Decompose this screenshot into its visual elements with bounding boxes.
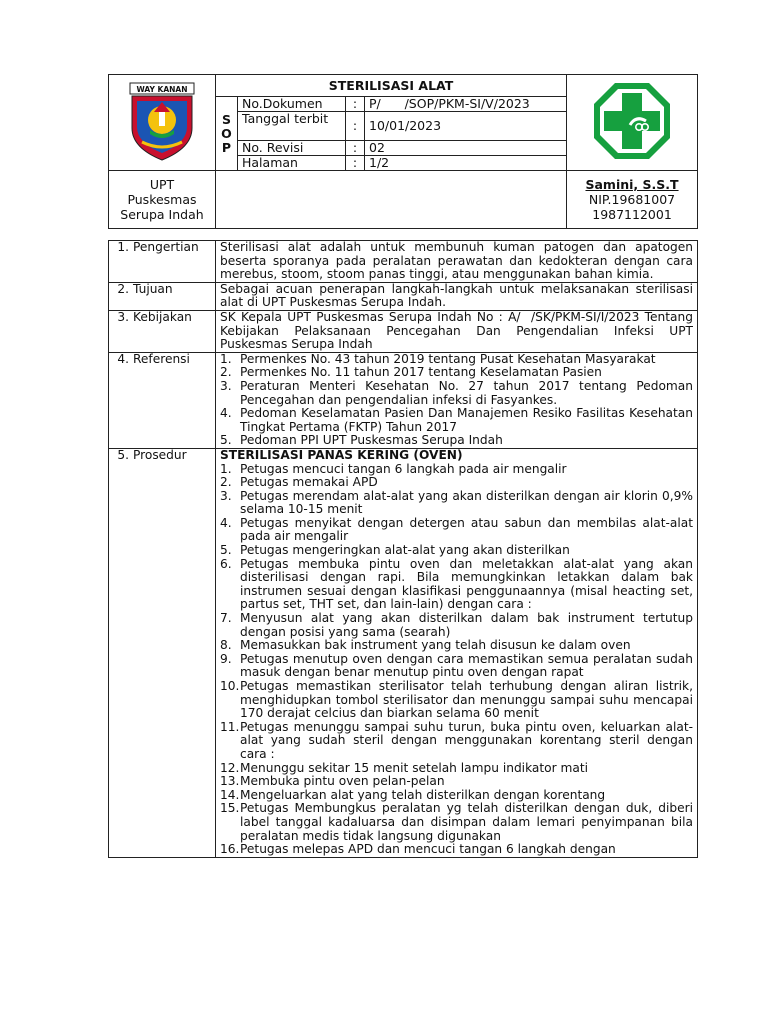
meta-label-revision: No. Revisi: [238, 141, 346, 156]
list-item-number: 2.: [220, 475, 232, 490]
org-line: Puskesmas: [127, 192, 197, 207]
list-item-number: 11.: [220, 719, 240, 734]
list-item-text: Petugas memastikan sterilisator telah terhubung dengan aliran listrik, menghidupkan tombol sterilisator dan menunggu sampai suhu mencapai 170 derajat celcius dan biarkan selama 60 menit: [240, 679, 693, 721]
list-item-number: 16.: [220, 842, 240, 857]
signer-cell: [567, 171, 698, 229]
meta-value-revision: 02: [365, 141, 567, 156]
section-definition: [109, 241, 698, 283]
sop-letter-p: P: [221, 139, 232, 155]
sop-content-table: [108, 240, 698, 858]
list-item-text: Menyusun alat yang akan disterilkan dalam bak instrument tertutup dengan posisi yang sama (searah): [240, 611, 693, 639]
list-item: [220, 434, 693, 448]
list-item-number: 6.: [220, 556, 232, 571]
list-item-number: 8.: [220, 638, 232, 653]
list-item: [220, 558, 693, 612]
list-item: [220, 843, 693, 857]
org-line: UPT: [149, 177, 175, 192]
list-item-number: 15.: [220, 801, 240, 816]
list-item-text: Pedoman Keselamatan Pasien Dan Manajemen Resiko Fasilitas Kesehatan Tingkat Pertama (FKTP) Tahun 2017: [240, 406, 693, 434]
meta-label-issue-date: Tanggal terbit: [238, 112, 346, 141]
meta-value-page: 1/2: [365, 156, 567, 171]
organization-cell: [109, 171, 216, 229]
list-item-number: 13.: [220, 774, 240, 789]
section-label: [109, 448, 216, 857]
meta-label-document-number: No.Dokumen: [238, 97, 346, 112]
logo-text: WAY KANAN: [136, 85, 188, 94]
list-item-text: Membuka pintu oven pelan-pelan: [240, 774, 445, 789]
list-item-number: 14.: [220, 787, 240, 802]
list-item-text: Memasukkan bak instrument yang telah disusun ke dalam oven: [240, 638, 631, 653]
regency-logo-cell: [109, 75, 216, 171]
meta-value-issue-date: 10/01/2023: [365, 112, 567, 141]
section-list-cell: [216, 352, 698, 448]
section-label-text: Pengertian: [133, 240, 199, 254]
meta-colon: :: [346, 97, 365, 112]
section-procedure: [109, 448, 698, 857]
signature-space: [216, 171, 567, 229]
meta-colon: :: [346, 112, 365, 141]
list-item: [220, 476, 693, 490]
list-item-text: Petugas menutup oven dengan cara memastikan semua peralatan sudah masuk dengan benar menutup pintu oven dengan rapat: [240, 651, 693, 680]
section-label-text: Tujuan: [133, 281, 173, 296]
list-item: [220, 721, 693, 762]
list-item-text: Petugas merendam alat-alat yang akan disterilkan dengan air klorin 0,9% selama 10-15 menit: [240, 488, 693, 517]
meta-value-document-number: P/ /SOP/PKM-SI/V/2023: [365, 97, 567, 112]
list-item-number: 2.: [220, 365, 232, 380]
list-item-text: Petugas melepas APD dan mencuci tangan 6 langkah dengan: [240, 842, 616, 857]
list-item-text: Menunggu sekitar 15 menit setelah lampu indikator mati: [240, 760, 589, 775]
list-item-text: Permenkes No. 11 tahun 2017 tentang Keselamatan Pasien: [240, 365, 602, 380]
list-item: [220, 490, 693, 517]
meta-colon: :: [346, 156, 365, 171]
section-number: 3.: [117, 309, 129, 324]
section-label: [109, 310, 216, 352]
list-item-number: 10.: [220, 679, 240, 693]
list-item-number: 5.: [220, 543, 232, 558]
list-item-text: Mengeluarkan alat yang telah disterilkan dengan korentang: [240, 787, 606, 802]
list-item-number: 4.: [220, 515, 232, 530]
org-line: Serupa Indah: [120, 207, 204, 222]
list-item: [220, 544, 693, 558]
list-item: [220, 612, 693, 639]
section-label-text: Referensi: [133, 351, 190, 366]
section-policy: [109, 310, 698, 352]
section-text: Sebagai acuan penerapan langkah-langkah untuk melaksanakan sterilisasi alat di UPT Puskesmas Serupa Indah.: [216, 282, 698, 310]
section-number: 1.: [117, 240, 129, 254]
list-item-number: 5.: [220, 433, 232, 448]
section-list-cell: [216, 448, 698, 857]
sop-letter-o: O: [221, 125, 232, 141]
list-item-text: Permenkes No. 43 tahun 2019 tentang Pusat Kesehatan Masyarakat: [240, 351, 656, 366]
list-item: [220, 775, 693, 789]
list-item-number: 7.: [220, 611, 232, 626]
section-references: [109, 352, 698, 448]
puskesmas-cross-icon: [592, 81, 672, 161]
reference-list: [220, 353, 693, 448]
way-kanan-shield-icon: [124, 80, 200, 162]
meta-colon: :: [346, 141, 365, 156]
list-item-text: Petugas mengeringkan alat-alat yang akan disterilkan: [240, 543, 570, 558]
section-label: [109, 241, 216, 283]
section-label: [109, 352, 216, 448]
list-item: [220, 762, 693, 776]
section-purpose: [109, 282, 698, 310]
list-item: [220, 802, 693, 843]
list-item-number: 9.: [220, 651, 232, 666]
list-item-text: Petugas menunggu sampai suhu turun, buka pintu oven, keluarkan alat-alat yang sudah steril dengan menggunakan korentang steril dengan cara :: [240, 719, 693, 761]
list-item-text: Peraturan Menteri Kesehatan No. 27 tahun 2017 tentang Pedoman Pencegahan dan pengendalian infeksi di Fasyankes.: [240, 378, 693, 407]
signer-nip: NIP.19681007 1987112001: [588, 192, 676, 222]
list-item-text: Petugas menyikat dengan detergen atau sabun dan membilas alat-alat pada air mengalir: [240, 515, 693, 544]
section-text: SK Kepala UPT Puskesmas Serupa Indah No : A/ /SK/PKM-SI/I/2023 Tentang Kebijakan Pelaksanaan Pencegahan Dan Pengendalian Infeksi UPT Puskesmas Serupa Indah: [216, 310, 698, 352]
list-item-number: 3.: [220, 488, 232, 503]
list-item: [220, 639, 693, 653]
list-item-text: Petugas mencuci tangan 6 langkah pada air mengalir: [240, 461, 567, 476]
section-text: Sterilisasi alat adalah untuk membunuh kuman patogen dan apatogen beserta sporanya pada peralatan perawatan dan kedokteran dengan cara merebus, stoom, stoom panas tinggi, atau menggunakan bahan kimia.: [216, 241, 698, 283]
section-number: 2.: [117, 281, 129, 296]
procedure-list: [220, 463, 693, 857]
meta-label-page: Halaman: [238, 156, 346, 171]
list-item-number: 12.: [220, 760, 240, 775]
list-item: [220, 463, 693, 477]
procedure-subtitle: STERILISASI PANAS KERING (OVEN): [220, 447, 463, 462]
list-item-number: 1.: [220, 351, 232, 366]
sop-letters: [216, 97, 238, 171]
list-item: [220, 680, 693, 721]
document-title: STERILISASI ALAT: [216, 75, 567, 97]
list-item-number: 4.: [220, 406, 232, 421]
puskesmas-logo-cell: [567, 75, 698, 171]
list-item: [220, 517, 693, 544]
list-item: [220, 789, 693, 803]
section-number: 4.: [117, 351, 129, 366]
list-item-number: 1.: [220, 461, 232, 476]
list-item-text: Pedoman PPI UPT Puskesmas Serupa Indah: [240, 433, 503, 448]
list-item-text: Petugas membuka pintu oven dan meletakkan alat-alat yang akan disterilisasi dengan rapi. Bila memungkinkan letakkan dalam bak instrumen sesuai dengan klasifikasi penggunaannya (misal heacting set, partus set, THT set, dan lain-lain) dengan cara :: [240, 556, 693, 612]
list-item: [220, 353, 693, 367]
sop-letter-s: S: [221, 111, 231, 127]
list-item-text: Petugas Membungkus peralatan yg telah disterilkan dengan duk, diberi label tanggal kadaluarsa dan disimpan dalam lemari penyimpanan bila peralatan medis tidak langsung digunakan: [240, 801, 693, 843]
list-item: [220, 380, 693, 407]
sop-header: [108, 74, 698, 229]
list-item: [220, 653, 693, 680]
list-item: [220, 407, 693, 434]
list-item-text: Petugas memakai APD: [240, 475, 378, 490]
section-label-text: Kebijakan: [133, 309, 192, 324]
list-item: [220, 366, 693, 380]
signer-name: Samini, S.S.T: [585, 177, 679, 192]
section-number: 5.: [117, 447, 129, 462]
section-label-text: Prosedur: [133, 447, 187, 462]
section-label: [109, 282, 216, 310]
list-item-number: 3.: [220, 378, 232, 393]
